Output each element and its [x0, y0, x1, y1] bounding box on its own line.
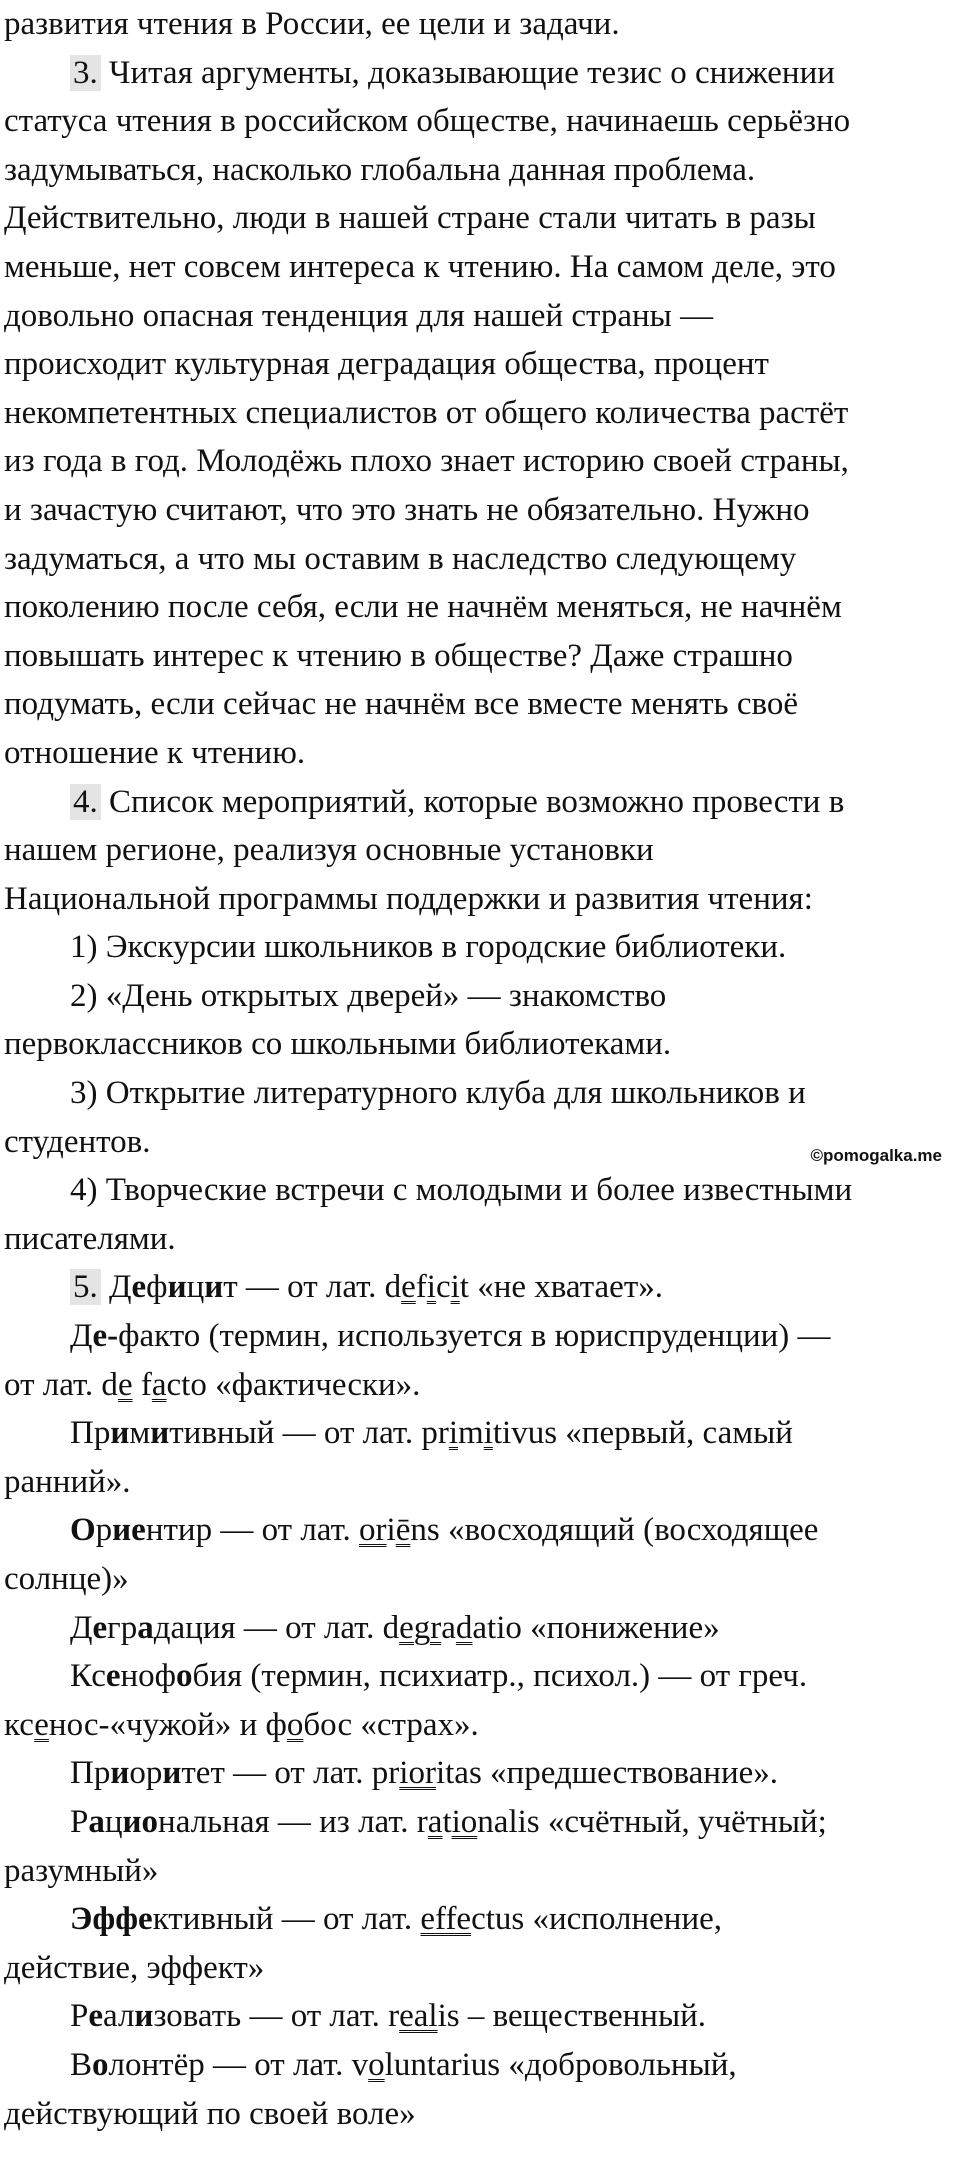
stressed-letter: ие	[112, 1512, 146, 1549]
text-span: факто (термин, используется в юриспруденции) —	[118, 1318, 831, 1355]
text-span: ктивный — от лат.	[152, 1901, 421, 1938]
stressed-letter: е	[92, 1609, 108, 1646]
text-span: ф	[146, 1269, 168, 1306]
text-span: р	[95, 1512, 113, 1549]
text-span: отношение к чтению.	[4, 734, 306, 771]
text-line	[4, 437, 956, 486]
stressed-letter: и	[162, 1755, 182, 1792]
text-line	[4, 535, 956, 584]
text-span: нос-«чужой» и ф	[48, 1706, 287, 1743]
text-span: подумать, если сейчас не начнём все вместе менять своё	[4, 686, 798, 723]
stressed-letter: и	[150, 1415, 170, 1452]
text-span: ранний».	[4, 1463, 131, 1500]
text-span: бос «страх».	[303, 1706, 479, 1743]
task-number: 3.	[70, 55, 101, 91]
text-span: Действительно, люди в нашей стране стали читать в разы	[4, 200, 816, 237]
text-span: меньше, нет совсем интереса к чтению. На самом деле, это	[4, 248, 836, 285]
text-span: задумываться, насколько глобальна данная проблема.	[4, 151, 756, 188]
stressed-letter: и	[167, 1269, 187, 1306]
text-span: t «не хватает».	[459, 1269, 663, 1306]
text-line	[4, 1263, 956, 1312]
text-span: из года в год. Молодёжь плохо знает историю своей страны,	[4, 443, 849, 480]
stressed-letter: и	[204, 1269, 224, 1306]
text-span: задуматься, а что мы оставим в наследство следующему	[4, 540, 797, 577]
text-span: f	[415, 1269, 427, 1306]
stressed-letter: о	[176, 1658, 193, 1695]
underlined-letters: effe	[420, 1901, 472, 1938]
text-line	[4, 1798, 956, 1847]
stressed-letter: е	[88, 1998, 104, 2035]
text-span: действие, эффект»	[4, 1949, 265, 1986]
stressed-letter: е	[131, 1269, 147, 1306]
text-line	[4, 1749, 956, 1798]
text-span: nalis «счётный, учётный;	[477, 1803, 827, 1840]
text-span: дация — от лат. d	[153, 1609, 400, 1646]
underlined-letters: е	[34, 1706, 49, 1743]
text-span: нашем регионе, реализуя основные установки	[4, 832, 654, 869]
text-span: Национальной программы поддержки и развития чтения:	[4, 880, 813, 917]
text-span: действующий по своей воле»	[4, 2095, 416, 2132]
text-line	[4, 1409, 956, 1458]
watermark: ©pomogalka.me	[810, 1146, 942, 1165]
text-line	[4, 923, 956, 972]
text-line	[4, 680, 956, 729]
text-line	[4, 486, 956, 535]
text-line	[4, 875, 956, 924]
stressed-letter: о	[92, 2046, 109, 2083]
text-span: поколению после себя, если не начнём меняться, не начнём	[4, 589, 842, 626]
text-span: i	[386, 1512, 396, 1549]
text-span: ctus «исполнение,	[471, 1901, 723, 1938]
text-span: c	[435, 1269, 451, 1306]
underlined-letters: e	[117, 1366, 133, 1403]
stressed-letter: е-	[92, 1318, 119, 1355]
text-span: тет — от лат. pr	[181, 1755, 400, 1792]
underlined-letters: or	[359, 1512, 387, 1549]
text-span: от лат. d	[4, 1366, 118, 1403]
text-span: солнце)»	[4, 1561, 129, 1597]
text-span: происходит культурная деградация общества, процент	[4, 346, 769, 383]
underlined-letters: e	[401, 1269, 416, 1306]
text-line	[4, 340, 956, 389]
underlined-letters: ior	[399, 1755, 436, 1792]
stressed-letter: ио	[122, 1803, 159, 1840]
text-line	[4, 389, 956, 438]
stressed-letter: и	[110, 1415, 130, 1452]
text-line	[4, 146, 956, 195]
underlined-letters: i	[426, 1269, 436, 1306]
text-span: зовать — от лат. r	[153, 1998, 400, 2035]
text-line	[4, 1215, 956, 1264]
text-span: Д	[70, 1609, 93, 1646]
text-line	[4, 632, 956, 681]
text-span: ал	[103, 1998, 135, 2035]
text-line	[4, 1944, 956, 1993]
underlined-letters: о	[286, 1706, 304, 1743]
task-number: 4.	[70, 784, 101, 820]
text-span: Пр	[70, 1755, 111, 1792]
text-span: студентов.	[4, 1123, 151, 1160]
underlined-letters: ē	[395, 1512, 411, 1549]
text-span: писателями.	[4, 1220, 176, 1257]
text-line	[4, 194, 956, 243]
text-span: a	[441, 1609, 456, 1646]
text-span: Д	[70, 1318, 93, 1355]
text-line	[4, 1701, 956, 1750]
text-span: Р	[70, 1803, 89, 1840]
text-span: о	[129, 1755, 146, 1792]
text-span: cto «фактически».	[166, 1366, 421, 1403]
underlined-letters: eal	[399, 1998, 438, 2035]
underlined-letters: a	[427, 1803, 443, 1840]
text-line	[4, 1506, 956, 1555]
underlined-letters: d	[455, 1609, 473, 1646]
text-line	[4, 1652, 956, 1701]
text-line	[4, 1312, 956, 1361]
text-span: 3) Открытие литературного клуба для школьников и	[70, 1075, 806, 1112]
text-span: лонтёр — от лат. v	[108, 2046, 369, 2083]
underlined-letters: o	[368, 2046, 385, 2083]
task-number: 5.	[70, 1269, 101, 1305]
text-line	[4, 729, 956, 778]
text-line	[4, 1895, 956, 1944]
text-span: бия (термин, психиатр., психол.) — от греч.	[192, 1658, 808, 1695]
stressed-letter: О	[70, 1512, 96, 1549]
stressed-letter: а	[137, 1609, 154, 1646]
text-line	[4, 1361, 956, 1410]
text-span: ns «восходящий (восходящее	[410, 1512, 819, 1549]
text-line	[4, 0, 956, 49]
text-span: Пр	[70, 1415, 111, 1452]
text-span: первоклассников со школьными библиотеками.	[4, 1026, 672, 1063]
text-span: luntarius «добровольный,	[384, 2046, 737, 2083]
text-span: и зачастую считают, что это знать не обязательно. Нужно	[4, 491, 810, 528]
text-line	[4, 292, 956, 341]
text-span: ц	[186, 1269, 205, 1306]
underlined-letters: i	[448, 1415, 459, 1452]
text-span: развития чтения в России, ее цели и задачи.	[4, 6, 620, 42]
text-line	[4, 97, 956, 146]
text-span: s – вещественный.	[446, 1998, 707, 2035]
text-line	[4, 1847, 956, 1896]
text-line	[4, 1604, 956, 1653]
text-line	[4, 583, 956, 632]
text-span: статуса чтения в российском обществе, начинаешь серьёзно	[4, 103, 851, 140]
underlined-letters: a	[151, 1366, 167, 1403]
stressed-letter: и	[134, 1998, 154, 2035]
stressed-letter: и	[110, 1755, 130, 1792]
text-span: Кс	[70, 1658, 106, 1695]
text-span: тивный — от лат. pr	[169, 1415, 449, 1452]
text-span: р	[145, 1755, 163, 1792]
text-line	[4, 1992, 956, 2041]
text-span: m	[458, 1415, 484, 1452]
text-span: f	[132, 1366, 152, 1403]
text-span: нтир — от лат.	[145, 1512, 360, 1549]
text-span: м	[129, 1415, 151, 1452]
text-span: Р	[70, 1998, 89, 2035]
text-span: 1) Экскурсии школьников в городские библиотеки.	[70, 929, 787, 966]
text-line	[4, 778, 956, 827]
text-line	[4, 1020, 956, 1069]
text-span: t	[442, 1803, 452, 1840]
text-span: i	[437, 1998, 447, 2035]
text-span: В	[70, 2046, 93, 2083]
text-line	[4, 972, 956, 1021]
stressed-letter: а	[88, 1803, 105, 1840]
text-span: ц	[104, 1803, 123, 1840]
text-span: atio «понижение»	[472, 1609, 720, 1646]
text-line	[4, 243, 956, 292]
text-span: Читая аргументы, доказывающие тезис о снижении	[100, 54, 835, 91]
text-span: разумный»	[4, 1852, 159, 1889]
text-span: кс	[4, 1706, 35, 1743]
text-span: Д	[100, 1269, 132, 1306]
text-span: Список мероприятий, которые возможно провести в	[100, 783, 845, 820]
text-span: ноф	[120, 1658, 177, 1695]
text-line	[4, 1555, 956, 1604]
text-line	[4, 826, 956, 875]
text-line	[4, 1166, 956, 1215]
text-span: гр	[107, 1609, 138, 1646]
underlined-letters: i	[483, 1415, 493, 1452]
stressed-letter: Эффе	[70, 1901, 153, 1938]
text-span: повышать интерес к чтению в обществе? Даже страшно	[4, 637, 793, 674]
stressed-letter: е	[105, 1658, 121, 1695]
text-span: 4) Творческие встречи с молодыми и более известными	[70, 1172, 853, 1209]
underlined-letters: egr	[399, 1609, 442, 1646]
document-text	[4, 0, 956, 2138]
underlined-letters: i	[450, 1269, 460, 1306]
text-line	[4, 49, 956, 98]
text-line	[4, 2090, 956, 2139]
text-line	[4, 2041, 956, 2090]
text-span: нальная — из лат. r	[158, 1803, 428, 1840]
text-span: т — от лат. d	[223, 1269, 402, 1306]
text-line	[4, 1069, 956, 1118]
text-span: 2) «День открытых дверей» — знакомство	[70, 977, 667, 1014]
text-span: tivus «первый, самый	[492, 1415, 793, 1452]
text-span: довольно опасная тенденция для нашей страны —	[4, 297, 714, 334]
text-line	[4, 1458, 956, 1507]
underlined-letters: io	[451, 1803, 478, 1840]
text-span: itas «предшествование».	[435, 1755, 779, 1792]
text-span: некомпетентных специалистов от общего количества растёт	[4, 394, 849, 431]
